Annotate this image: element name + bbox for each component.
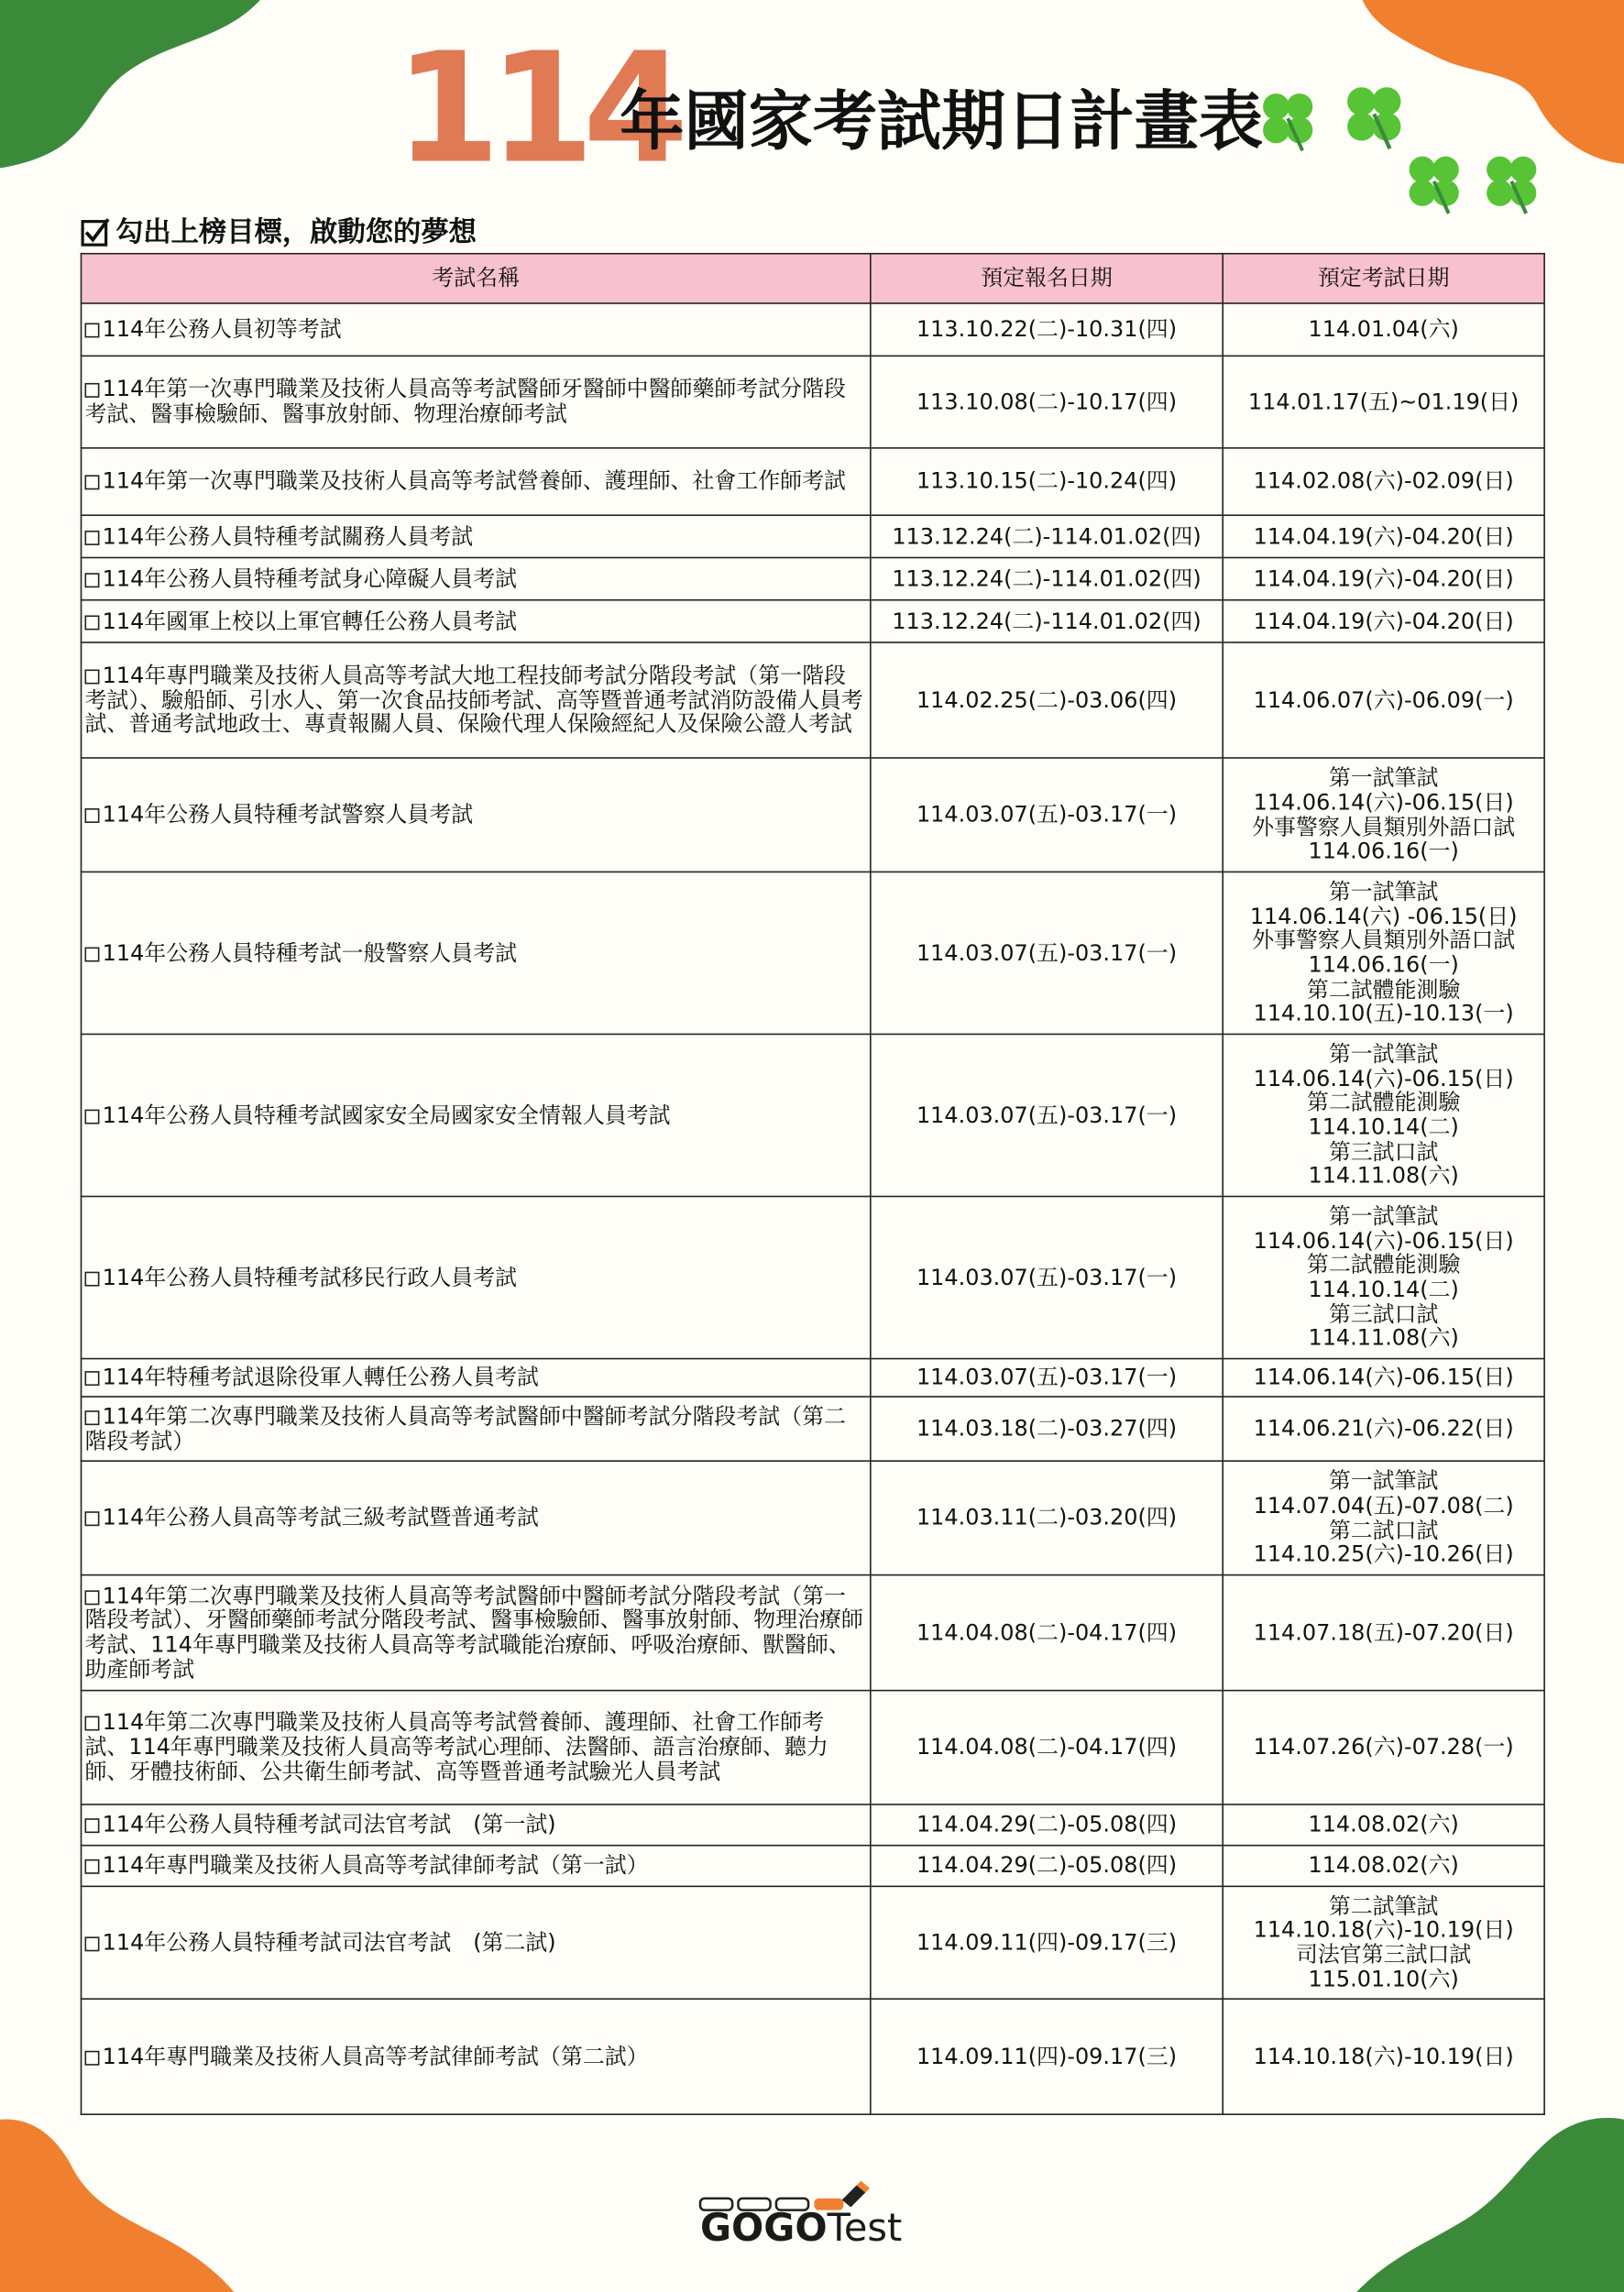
exam-date-cell: 114.04.19(六)-04.20(日): [1223, 557, 1544, 599]
checkbox-icon[interactable]: [85, 669, 100, 684]
checkbox-icon[interactable]: [85, 324, 100, 338]
registration-date-cell: 114.03.18(二)-03.27(四): [871, 1397, 1223, 1461]
exam-name: 114年第二次專門職業及技術人員高等考試醫師中醫師考試分階段考試（第二階段考試）: [84, 1402, 846, 1454]
table-header-row: [82, 254, 1545, 303]
exam-name: 114年專門職業及技術人員高等考試律師考試（第一試）: [102, 1852, 649, 1879]
registration-date-cell: 114.04.08(二)-04.17(四): [871, 1691, 1223, 1804]
exam-name-cell: [82, 1034, 871, 1196]
exam-name: 114年公務人員特種考試警察人員考試: [102, 801, 474, 828]
exam-date-cell: 第一試筆試 114.06.14(六)-06.15(日) 外事警察人員類別外語口試 114.06.16(一): [1223, 758, 1544, 872]
table-row: [82, 1461, 1545, 1574]
exam-name-cell: [82, 1804, 871, 1846]
exam-date-cell: 114.07.18(五)-07.20(日): [1223, 1575, 1544, 1691]
table-row: [82, 356, 1545, 447]
column-header-registration-date: 預定報名日期: [871, 254, 1223, 303]
table-row: [82, 1575, 1545, 1691]
exam-name: 114年公務人員特種考試國家安全局國家安全情報人員考試: [102, 1102, 671, 1128]
table-row: [82, 1886, 1545, 1999]
exam-date-cell: 114.01.17(五)~01.19(日): [1223, 356, 1544, 447]
exam-name: 114年國軍上校以上軍官轉任公務人員考試: [102, 607, 518, 634]
subtitle-text: 勾出上榜目標，啟動您的夢想: [115, 216, 477, 249]
exam-date-cell: 第一試筆試 114.06.14(六)-06.15(日) 第二試體能測驗 114.10.14(二) 第三試口試 114.11.08(六): [1223, 1034, 1544, 1196]
checkbox-icon[interactable]: [85, 383, 100, 398]
table-row: [82, 448, 1545, 515]
exam-date-cell: 114.08.02(六): [1223, 1804, 1544, 1846]
logo-wordmark: [700, 2207, 903, 2252]
top-left-green-blob: [0, 0, 260, 168]
exam-name: 114年專門職業及技術人員高等考試大地工程技師考試分階段考試（第一階段考試）、驗船師、引水人、第一次食品技師考試、高等暨普通考試消防設備人員考試、普通考試地政士、專責報關人員、保險代理人保險經紀人及保險公證人考試: [84, 662, 863, 738]
registration-date-cell: 114.03.07(五)-03.17(一): [871, 1359, 1223, 1397]
registration-date-cell: 113.10.15(二)-10.24(四): [871, 448, 1223, 515]
checkbox-icon[interactable]: [85, 1818, 100, 1833]
registration-date-cell: 113.12.24(二)-114.01.02(四): [871, 600, 1223, 642]
exam-name: 114年公務人員特種考試關務人員考試: [102, 522, 474, 550]
exam-name-cell: [82, 1886, 871, 1999]
table-row: [82, 642, 1545, 758]
registration-date-cell: 114.04.08(二)-04.17(四): [871, 1575, 1223, 1691]
exam-name-cell: [82, 758, 871, 872]
checkbox-icon[interactable]: [85, 1859, 100, 1874]
column-header-exam-name: 考試名稱: [82, 254, 871, 303]
checkbox-icon[interactable]: [85, 2050, 100, 2065]
exam-date-cell: 114.08.02(六): [1223, 1846, 1544, 1887]
table-row: [82, 557, 1545, 599]
exam-date-cell: 第一試筆試 114.06.14(六)-06.15(日) 第二試體能測驗 114.10.14(二) 第三試口試 114.11.08(六): [1223, 1197, 1544, 1359]
exam-name: 114年第一次專門職業及技術人員高等考試醫師牙醫師中醫師藥師考試分階段考試、醫事檢驗師、醫事放射師、物理治療師考試: [84, 376, 846, 427]
table-body: [82, 303, 1545, 2114]
table-row: [82, 1397, 1545, 1461]
checkbox-icon[interactable]: [85, 808, 100, 823]
exam-date-cell: 114.10.18(六)-10.19(日): [1223, 1999, 1544, 2114]
exam-name-cell: [82, 1691, 871, 1804]
table-row: [82, 1999, 1545, 2114]
exam-name: 114年第二次專門職業及技術人員高等考試營養師、護理師、社會工作師考試、114年專門職業及技術人員高等考試心理師、法醫師、語言治療師、聽力師、牙體技術師、公共衛生師考試、高等暨普通考試驗光人員考試: [84, 1709, 828, 1785]
registration-date-cell: 114.04.29(二)-05.08(四): [871, 1804, 1223, 1846]
checkbox-icon[interactable]: [85, 947, 100, 961]
exam-date-cell: 114.04.19(六)-04.20(日): [1223, 600, 1544, 642]
table-row: [82, 600, 1545, 642]
exam-name-cell: [82, 1575, 871, 1691]
checkbox-icon[interactable]: [85, 1271, 100, 1286]
exam-date-cell: 114.06.07(六)-06.09(一): [1223, 642, 1544, 758]
exam-date-cell: 114.02.08(六)-02.09(日): [1223, 448, 1544, 515]
checkbox-icon[interactable]: [85, 530, 100, 544]
registration-date-cell: 114.09.11(四)-09.17(三): [871, 1886, 1223, 1999]
exam-name-cell: [82, 1397, 871, 1461]
table-row: [82, 1691, 1545, 1804]
registration-date-cell: 114.03.07(五)-03.17(一): [871, 758, 1223, 872]
exam-name-cell: [82, 1359, 871, 1397]
checkbox-icon[interactable]: [85, 1410, 100, 1425]
registration-date-cell: 113.10.08(二)-10.17(四): [871, 356, 1223, 447]
clover-icon: [1474, 143, 1550, 219]
exam-name: 114年公務人員特種考試司法官考試 (第一試): [102, 1811, 556, 1838]
checkbox-icon[interactable]: [85, 476, 100, 490]
registration-date-cell: 114.03.07(五)-03.17(一): [871, 1197, 1223, 1359]
exam-name-cell: [82, 1999, 871, 2114]
checkbox-icon[interactable]: [85, 1511, 100, 1526]
subtitle: [81, 214, 477, 249]
bottom-right-green-blob: [1356, 2118, 1624, 2292]
exam-date-cell: 第一試筆試 114.07.04(五)-07.08(二) 第二試口試 114.10.25(六)-10.26(日): [1223, 1461, 1544, 1574]
exam-schedule-table: [81, 253, 1545, 2115]
exam-name: 114年第二次專門職業及技術人員高等考試醫師中醫師考試分階段考試（第一階段考試）、牙醫師藥師考試分階段考試、醫事檢驗師、醫事放射師、物理治療師考試、114年專門職業及技術人員高等考試職能治療師、呼吸治療師、獸醫師、助產師考試: [84, 1582, 863, 1683]
exam-name-cell: [82, 356, 871, 447]
table-row: [82, 1197, 1545, 1359]
exam-name-cell: [82, 515, 871, 557]
exam-name: 114年專門職業及技術人員高等考試律師考試（第二試）: [102, 2043, 649, 2069]
gogotest-logo: [696, 2178, 929, 2259]
table-row: [82, 303, 1545, 356]
table-row: [82, 1359, 1545, 1397]
exam-name-cell: [82, 1846, 871, 1887]
registration-date-cell: 113.10.22(二)-10.31(四): [871, 303, 1223, 356]
exam-name: 114年特種考試退除役軍人轉任公務人員考試: [102, 1364, 539, 1391]
exam-name-cell: [82, 557, 871, 599]
registration-date-cell: 113.12.24(二)-114.01.02(四): [871, 557, 1223, 599]
logo-text-light: Test: [827, 2207, 903, 2252]
exam-date-cell: 第二試筆試 114.10.18(六)-10.19(日) 司法官第三試口試 115.01.10(六): [1223, 1886, 1544, 1999]
checkbox-icon[interactable]: [85, 1371, 100, 1386]
checkbox-icon[interactable]: [85, 573, 100, 587]
table-row: [82, 872, 1545, 1034]
registration-date-cell: 113.12.24(二)-114.01.02(四): [871, 515, 1223, 557]
checkbox-checked-icon: [81, 218, 110, 247]
table-row: [82, 515, 1545, 557]
exam-date-cell: 114.01.04(六): [1223, 303, 1544, 356]
exam-name: 114年公務人員特種考試司法官考試 (第二試): [102, 1928, 556, 1956]
table-row: [82, 1846, 1545, 1887]
registration-date-cell: 114.04.29(二)-05.08(四): [871, 1846, 1223, 1887]
checkbox-icon[interactable]: [85, 1109, 100, 1124]
table-row: [82, 1804, 1545, 1846]
table-row: [82, 758, 1545, 872]
checkbox-icon[interactable]: [85, 1936, 100, 1951]
exam-name-cell: [82, 303, 871, 356]
exam-name: 114年公務人員特種考試移民行政人員考試: [102, 1264, 518, 1290]
exam-name-cell: [82, 872, 871, 1034]
logo-text-bold: GOGO: [700, 2207, 828, 2252]
title-year-number: 114: [394, 18, 677, 198]
checkbox-icon[interactable]: [85, 1716, 100, 1731]
exam-name-cell: [82, 642, 871, 758]
exam-date-cell: 114.06.21(六)-06.22(日): [1223, 1397, 1544, 1461]
page-title: 年國家考試期日計畫表: [620, 84, 1264, 159]
exam-name-cell: [82, 1461, 871, 1574]
exam-name-cell: [82, 448, 871, 515]
registration-date-cell: 114.02.25(二)-03.06(四): [871, 642, 1223, 758]
registration-date-cell: 114.03.07(五)-03.17(一): [871, 872, 1223, 1034]
exam-name: 114年第一次專門職業及技術人員高等考試營養師、護理師、社會工作師考試: [102, 467, 846, 495]
clover-icon: [1396, 143, 1472, 219]
exam-date-cell: 114.06.14(六)-06.15(日): [1223, 1359, 1544, 1397]
exam-name: 114年公務人員初等考試: [102, 315, 342, 343]
checkbox-icon[interactable]: [85, 1590, 100, 1605]
checkbox-icon[interactable]: [85, 615, 100, 630]
table-row: [82, 1034, 1545, 1196]
exam-name-cell: [82, 600, 871, 642]
registration-date-cell: 114.03.07(五)-03.17(一): [871, 1034, 1223, 1196]
exam-name: 114年公務人員特種考試身心障礙人員考試: [102, 565, 518, 592]
registration-date-cell: 114.03.11(二)-03.20(四): [871, 1461, 1223, 1574]
registration-date-cell: 114.09.11(四)-09.17(三): [871, 1999, 1223, 2114]
clover-icon: [1250, 81, 1326, 157]
exam-name-cell: [82, 1197, 871, 1359]
exam-name: 114年公務人員高等考試三級考試暨普通考試: [102, 1504, 539, 1531]
exam-date-cell: 第一試筆試 114.06.14(六) -06.15(日) 外事警察人員類別外語口試 114.06.16(一) 第二試體能測驗 114.10.10(五)-10.13(一): [1223, 872, 1544, 1034]
bottom-left-orange-blob: [0, 2119, 234, 2292]
column-header-exam-date: 預定考試日期: [1223, 254, 1544, 303]
exam-name: 114年公務人員特種考試一般警察人員考試: [102, 939, 518, 966]
exam-date-cell: 114.07.26(六)-07.28(一): [1223, 1691, 1544, 1804]
exam-date-cell: 114.04.19(六)-04.20(日): [1223, 515, 1544, 557]
